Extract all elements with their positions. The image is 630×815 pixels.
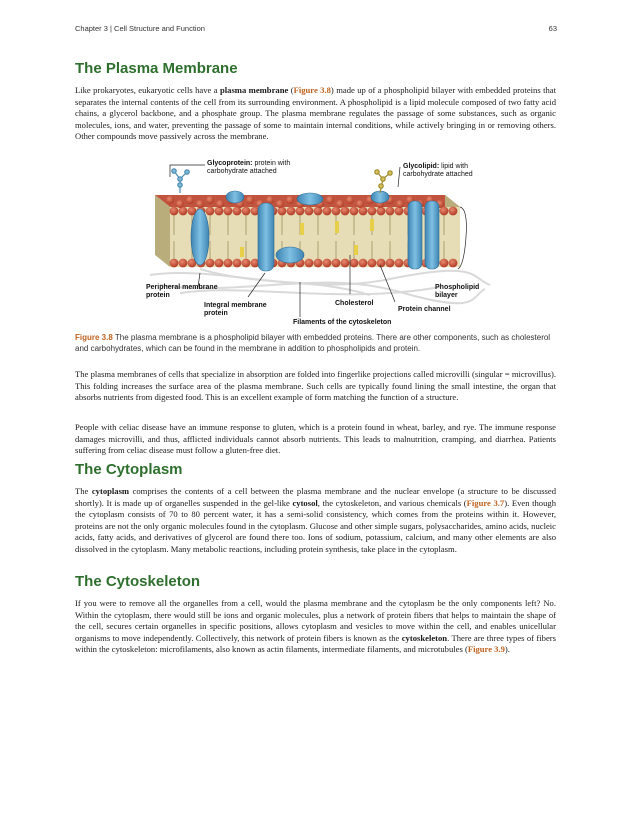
section-heading-plasma-membrane: The Plasma Membrane [75,60,238,77]
term-cytoskeleton: cytoskeleton [401,632,448,643]
figure-3-9-link[interactable]: Figure 3.9 [467,644,505,655]
label-phospholipid-bilayer: Phospholipid bilayer [435,284,480,299]
figure-caption-label: Figure 3.8 [75,333,113,342]
paragraph-plasma-membrane: Like prokaryotes, eukaryotic cells have a plasma membrane (Figure 3.8) made up of a phospholipid bilayer with embedded proteins that separates the internal contents of the cell from its surrounding environment. A phospholipid is a lipid molecule composed of two fatty acid chains, a glycerol backbone, and a phosphate group. The plasma membrane regulates the passage of some substances, such as organic molecules, ions, and water, preventing the passage of some to maintain internal conditions, while actively bringing in or removing others. Other compounds move passively across the membrane. [75,85,556,142]
label-cytoskeleton-filaments: Filaments of the cytoskeleton [293,319,392,326]
section-heading-cytoplasm: The Cytoplasm [75,461,183,478]
label-peripheral-protein: Peripheral membrane protein [146,284,218,299]
running-header [75,24,557,33]
figure-caption: Figure 3.8 The plasma membrane is a phospholipid bilayer with embedded proteins. There are other components, such as cholesterol and carbohydrates, which can be found in the membrane in addition to phospholipids and protein. [75,333,551,353]
page-number: 63 [548,24,557,33]
term-plasma-membrane: plasma membrane [220,85,289,95]
paragraph-cytoskeleton: If you were to remove all the organelles from a cell, would the plasma membrane and the cytoplasm be the only components left? No. Within the cytoplasm, there would still be ions and organic molecules, plus a network of protein fibers that helps to maintain the shape of the cell, secures certain organelles in specific positions, allows cytoplasm and vesicles to move within the cell, and enables unicellular organisms to move independently. Collectively, this network of protein fibers is known as the cytoskeleton. There are three types of fibers within the cytoskeleton: microfilaments, also known as actin filaments, intermediate filaments, and microtubules (Figure 3.9). [75,598,557,655]
glycoprotein-carbohydrate [172,169,189,193]
term-cytoplasm: cytoplasm [91,486,130,496]
figure-3-8-link[interactable]: Figure 3.8 [293,85,331,95]
label-protein-channel: Protein channel [398,306,451,313]
figure-plasma-membrane [140,157,495,332]
figure-3-7-link[interactable]: Figure 3.7 [466,497,505,508]
label-glycoprotein: Glycoprotein: protein with carbohydrate attached [207,160,291,175]
chapter-title: Chapter 3 | Cell Structure and Function [75,24,205,33]
term-cytosol: cytosol [292,497,318,508]
paragraph-celiac: People with celiac disease have an immune response to gluten, which is a protein found in wheat, barley, and rye. The immune response damages microvilli, and thus, afflicted individuals cannot absorb nutrients. This leads to malnutrition, cramping, and diarrhea. Patients suffering from celiac disease must follow a gluten-free diet. [75,422,556,456]
paragraph-microvilli: The plasma membranes of cells that specialize in absorption are folded into fingerlike projections called microvilli (singular = microvillus). This folding increases the surface area of the plasma membrane. Such cells are typically found lining the small intestine, the organ that absorbs nutrients from digested food. This is an excellent example of form matching the function of a structure. [75,369,556,403]
label-glycolipid: Glycolipid: lipid with carbohydrate attached [403,163,473,178]
label-cholesterol: Cholesterol [335,300,374,307]
label-integral-protein: Integral membrane protein [204,302,267,317]
paragraph-cytoplasm: The cytoplasm comprises the contents of a cell between the plasma membrane and the nuclear envelope (a structure to be discussed shortly). It is made up of organelles suspended in the gel-like cytosol, the cytoskeleton, and various chemicals (Figure 3.7). Even though the cytoplasm consists of 70 to 80 percent water, it has a semi-solid consistency, which comes from the proteins within it. However, proteins are not the only organic molecules found in the cytoplasm. Glucose and other simple sugars, polysaccharides, amino acids, nucleic acids, fatty acids, and derivatives of glycerol are found there too. Ions of sodium, potassium, calcium, and many other elements are also dissolved in the cytoplasm. Many metabolic reactions, including protein synthesis, take place in the cytoplasm. [75,486,556,554]
glycolipid-carbohydrate [375,170,392,193]
section-heading-cytoskeleton: The Cytoskeleton [75,573,201,590]
